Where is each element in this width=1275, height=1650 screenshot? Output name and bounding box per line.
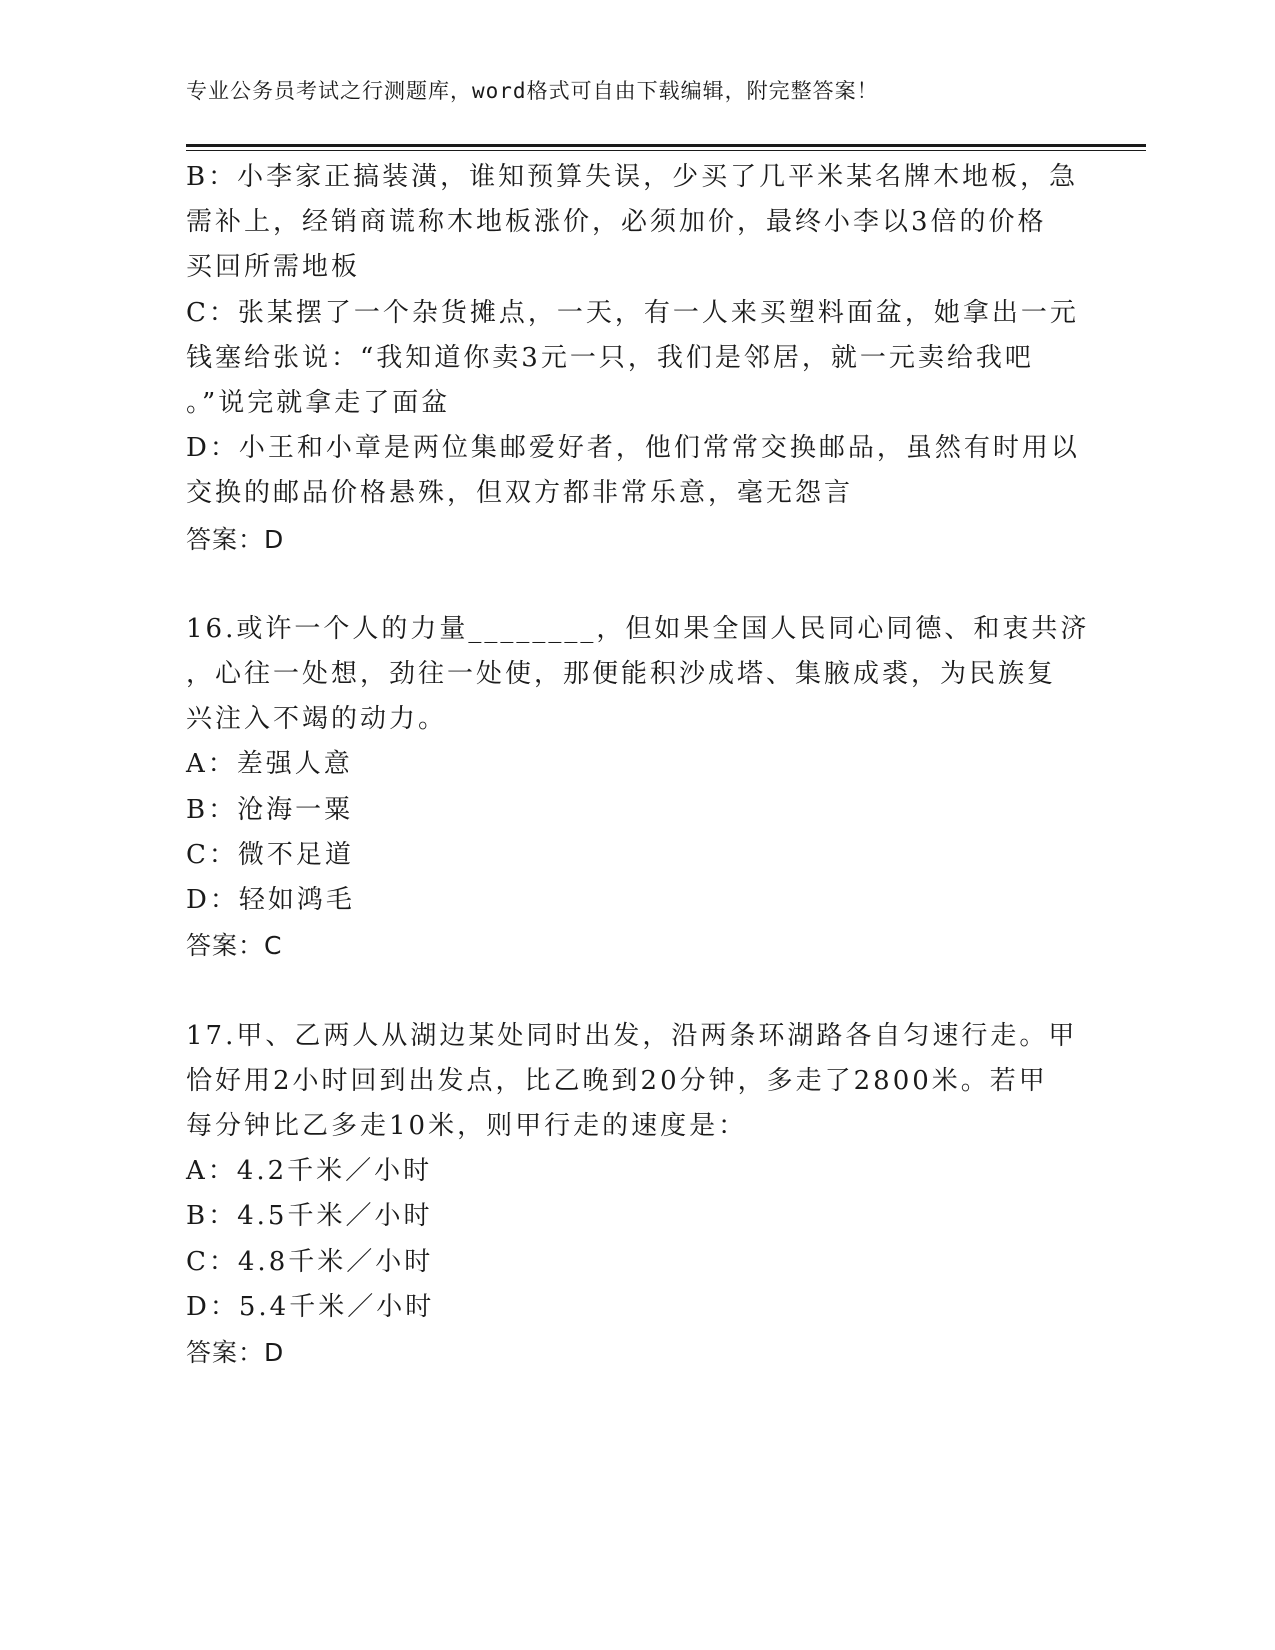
option-c-line-2: 钱塞给张说：“我知道你卖3元一只，我们是邻居，就一元卖给我吧	[186, 342, 1034, 373]
spacer	[186, 562, 1066, 607]
option-c-line-1: C：张某摆了一个杂货摊点，一天，有一人来买塑料面盆，她拿出一元	[186, 297, 1079, 328]
option-a: A：差强人意	[186, 749, 353, 780]
option-a: A：4.2千米／小时	[186, 1156, 433, 1187]
question-stem-line-1: 16.或许一个人的力量________，但如果全国人民同心同德、和衷共济	[186, 613, 1090, 644]
question-15	[186, 155, 1080, 562]
option-d-line-1: D：小王和小章是两位集邮爱好者，他们常常交换邮品，虽然有时用以	[186, 433, 1080, 464]
page-header: 专业公务员考试之行测题库，word格式可自由下载编辑，附完整答案！	[186, 79, 879, 103]
answer: 答案：D	[186, 1337, 285, 1367]
option-c: C：4.8千米／小时	[186, 1246, 434, 1277]
option-d: D：轻如鸿毛	[186, 885, 355, 915]
document-body	[186, 155, 1090, 1375]
question-16	[186, 607, 1090, 969]
question-stem-line-2: 恰好用2小时回到出发点，比乙晚到20分钟，多走了2800米。若甲	[186, 1065, 1048, 1096]
spacer	[186, 968, 1066, 1013]
option-c: C：微不足道	[186, 839, 354, 870]
option-b: B：4.5千米／小时	[186, 1201, 433, 1232]
option-c-line-3: 。”说完就拿走了面盆	[186, 387, 451, 418]
question-stem-line-2: ，心往一处想，劲往一处使，那便能积沙成塔、集腋成裘，为民族复	[186, 659, 1057, 690]
option-b: B：沧海一粟	[186, 794, 354, 825]
option-b-line-2: 需补上，经销商谎称木地板涨价，必须加价，最终小李以3倍的价格	[186, 207, 1047, 238]
question-stem-line-3: 每分钟比乙多走10米，则甲行走的速度是：	[186, 1110, 748, 1141]
question-stem-line-1: 17.甲、乙两人从湖边某处同时出发，沿两条环湖路各自匀速行走。甲	[186, 1020, 1078, 1051]
option-d: D：5.4千米／小时	[186, 1291, 435, 1322]
option-b-line-3: 买回所需地板	[186, 252, 361, 283]
answer: 答案：D	[186, 524, 285, 554]
option-b-line-1: B：小李家正搞装潢，谁知预算失误，少买了几平米某名牌木地板，急	[186, 162, 1079, 192]
question-17	[186, 1014, 1078, 1376]
question-stem-line-3: 兴注入不竭的动力。	[186, 704, 448, 735]
answer: 答案：C	[186, 931, 283, 961]
option-d-line-2: 交换的邮品价格悬殊，但双方都非常乐意，毫无怨言	[186, 478, 854, 509]
header-rule-thick	[186, 144, 1146, 147]
header-rule-thin	[186, 150, 1146, 151]
